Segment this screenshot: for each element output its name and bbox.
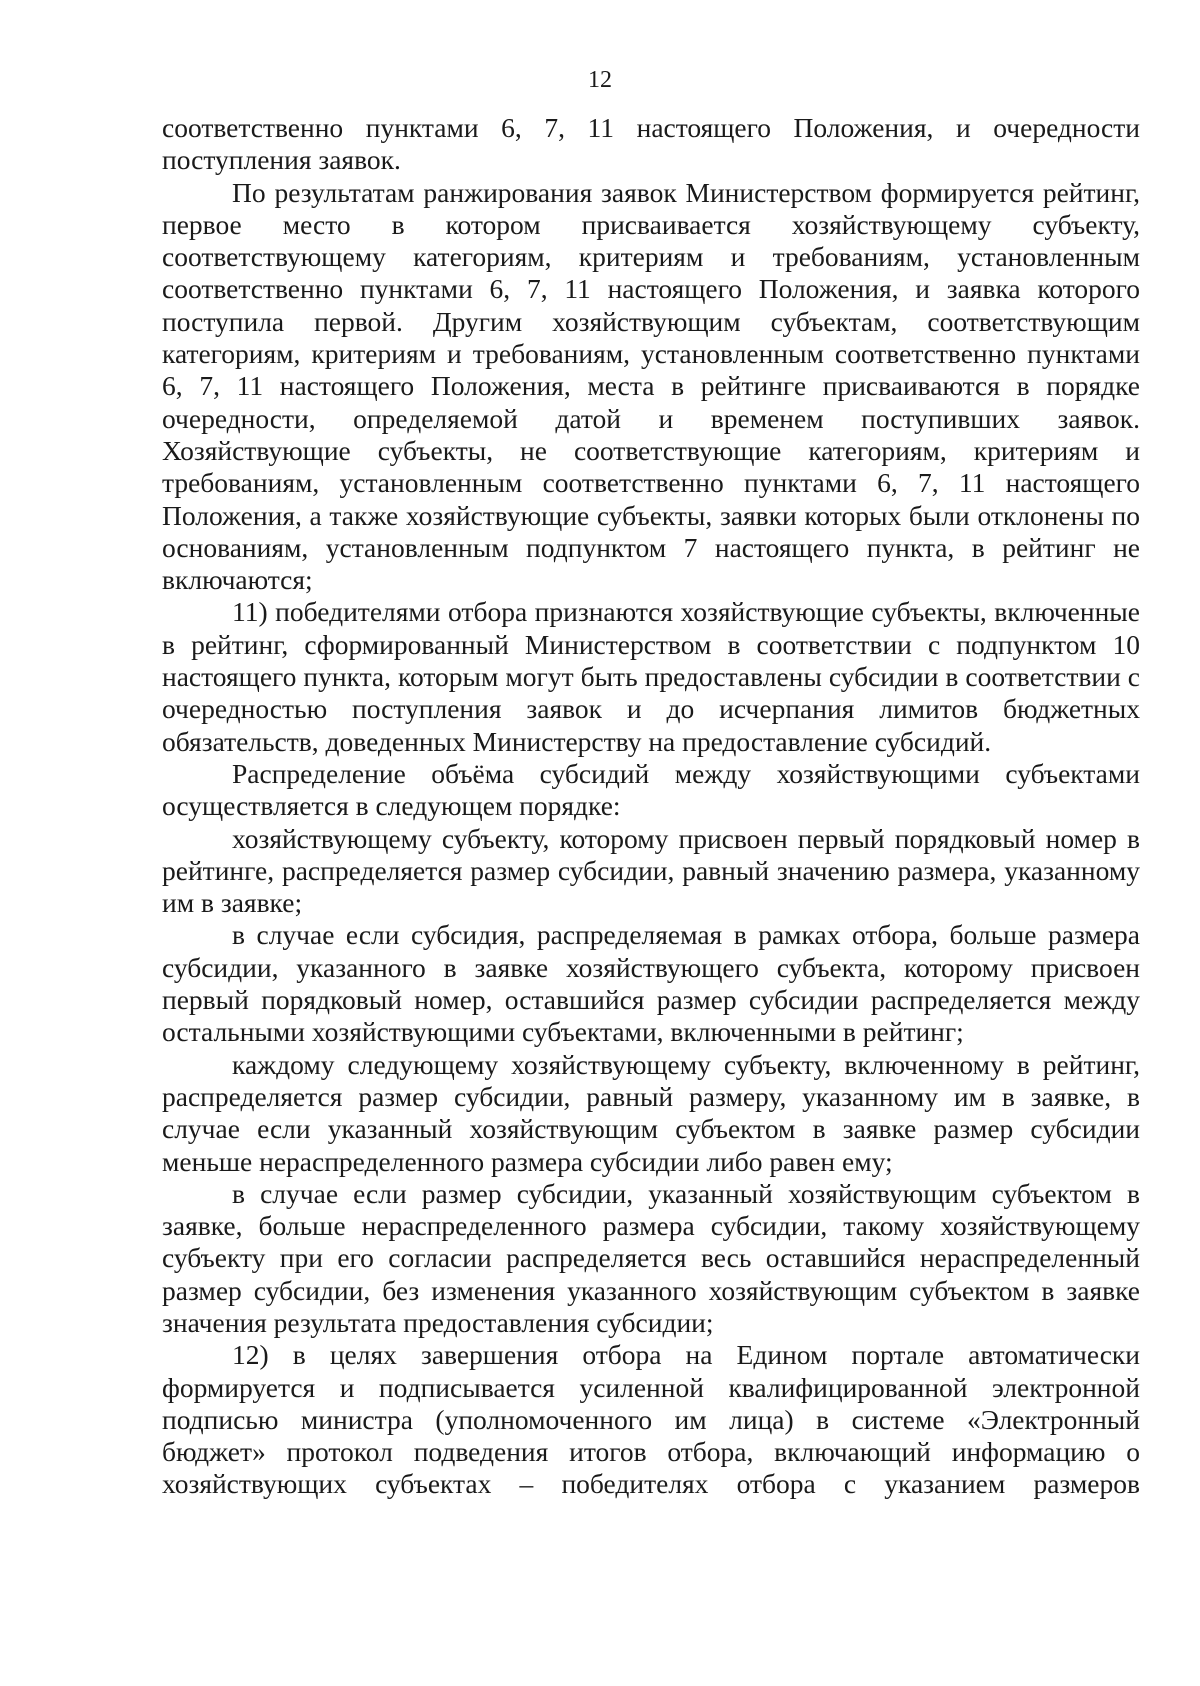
page-number: 12 — [588, 67, 612, 93]
paragraph-item-11: 11) победителями отбора признаются хозяйствующие субъекты, включенные в рейтинг, сформированный Министерством в соответствии с подпунктом 10 настоящего пункта, которым могут быть предоставлены субсидии в соответствии с очередностью поступления заявок и до исчерпания лимитов бюджетных обязательств, доведенных Министерству на предоставление субсидий. — [162, 596, 1140, 757]
document-text — [162, 112, 1140, 1501]
paragraph-continuation: соответственно пунктами 6, 7, 11 настоящего Положения, и очередности поступления заявок. — [162, 112, 1140, 176]
paragraph-remaining: в случае если субсидия, распределяемая в рамках отбора, больше размера субсидии, указанного в заявке хозяйствующего субъекта, которому присвоен первый порядковый номер, оставшийся размер субсидии распределяется между остальными хозяйствующими субъектами, включенными в рейтинг; — [162, 919, 1140, 1048]
paragraph-distribution: Распределение объёма субсидий между хозяйствующими субъектами осуществляется в следующем порядке: — [162, 757, 1140, 822]
paragraph-greater-size: в случае если размер субсидии, указанный хозяйствующим субъектом в заявке, больше нераспределенного размера субсидии, такому хозяйствующему субъекту при его согласии распределяется весь оставшийся нераспределенный размер субсидии, без изменения указанного хозяйствующим субъектом в заявке значения результата предоставления субсидии; — [162, 1177, 1140, 1338]
paragraph-rating: По результатам ранжирования заявок Министерством формируется рейтинг, первое место в котором присваивается хозяйствующему субъекту, соответствующему категориям, критериям и требованиям, установленным соответственно пунктами 6, 7, 11 настоящего Положения, и заявка которого поступила первой. Другим хозяйствующим субъектам, соответствующим категориям, критериям и требованиям, установленным соответственно пунктами 6, 7, 11 настоящего Положения, места в рейтинге присваиваются в порядке очередности, определяемой датой и временем поступивших заявок. Хозяйствующие субъекты, не соответствующие категориям, критериям и требованиям, установленным соответственно пунктами 6, 7, 11 настоящего Положения, а также хозяйствующие субъекты, заявки которых были отклонены по основаниям, установленным подпунктом 7 настоящего пункта, в рейтинг не включаются; — [162, 176, 1140, 596]
paragraph-next-subject: каждому следующему хозяйствующему субъекту, включенному в рейтинг, распределяется размер субсидии, равный размеру, указанному им в заявке, в случае если указанный хозяйствующим субъектом в заявке размер субсидии меньше нераспределенного размера субсидии либо равен ему; — [162, 1048, 1140, 1177]
paragraph-item-12: 12) в целях завершения отбора на Едином портале автоматически формируется и подписывается усиленной квалифицированной электронной подписью министра (уполномоченного им лица) в системе «Электронный бюджет» протокол подведения итогов отбора, включающий информацию о хозяйствующих субъектах – победителях отбора с указанием размеров — [162, 1339, 1140, 1500]
paragraph-first-number: хозяйствующему субъекту, которому присвоен первый порядковый номер в рейтинге, распределяется размер субсидии, равный значению размера, указанному им в заявке; — [162, 822, 1140, 919]
